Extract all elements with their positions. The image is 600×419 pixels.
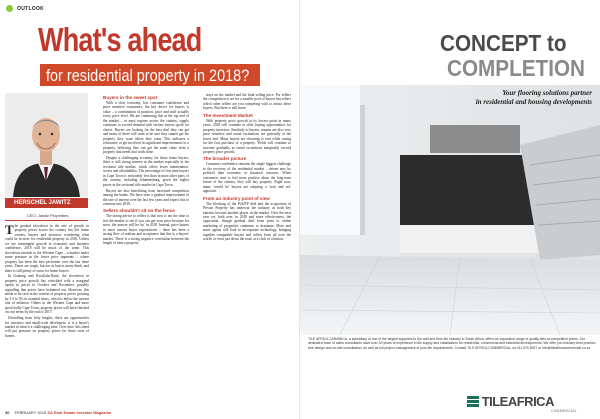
article-column-3 bbox=[203, 93, 291, 404]
advert-page bbox=[300, 0, 600, 419]
section-dot-icon bbox=[6, 5, 13, 12]
logo-wordmark: TILEAFRICA bbox=[481, 394, 554, 409]
ad-title-sub: COMPLETION bbox=[447, 55, 586, 81]
logo-grid-icon bbox=[467, 396, 479, 408]
section-tag bbox=[6, 5, 44, 12]
author-name: HERSCHEL JAWITZ bbox=[14, 200, 71, 206]
dropcap: T bbox=[5, 224, 14, 237]
author-portrait bbox=[5, 93, 88, 197]
article-paragraph: With property price growth at its lowest point in many years, 2018 will continue to offer buying opportunities for property investors. Similarly to buyers, tenants are also very price sensitive and rental escalations are generally at the lower end. Many buyers are choosing to rent while saving for the first purchase of a property. Yields will continue to increase gradually as rental escalations marginally exceed property price growth. bbox=[203, 118, 291, 154]
ad-tagline bbox=[476, 89, 592, 107]
article-paragraph: The strong advice to sellers is that now is not the time to test the market to see if you can get your price because for most, the answer will be 'no' in 2018. Instead, price homes to meet current buyer expectations – there has been a strong flow of realism and acceptance that this is a buyers' market. There is a strong negative correlation between the length of time a property bbox=[103, 214, 189, 246]
article-paragraph: The blocking of the P24/P.P deal and the acquisition of Private Property has undercut the industry as both key entrants become another player in the market. Over the next year we, both over, in 2018 and more effectiveness, the opposition, though gradual shift from print to online marketing of properties continues to dominate. More and more agents will look to incorporate technology, bringing together compatible buyers and sellers from all over the world, or even just down the road, at a click of a button. bbox=[203, 201, 291, 242]
logo-subtext: COMMERCIAL bbox=[551, 409, 577, 413]
article-headline: What's ahead bbox=[38, 21, 202, 58]
issue-date: FEBRUARY 2018 bbox=[14, 410, 47, 415]
ad-tagline-line-2: in residential and housing developments bbox=[475, 98, 592, 106]
section-heading: The Investment Market bbox=[203, 112, 253, 118]
author-divider bbox=[5, 220, 88, 221]
tileafrica-logo bbox=[467, 394, 554, 409]
section-heading: The broader picture bbox=[203, 156, 247, 162]
article-paragraph: With a slow economy, low consumer confidence and price sensitive consumers, the key driver for buyers is value – a combination of position, price and stuff actually every price level. We are continuing this at the top end of the market – in most regions across the country, supply continues to exceed demand with serious buyers spoilt for choice. Buyers are looking for the best deal they can get and many of these will want to be sure they cannot get the property they want where they want. This indicates a reluctance to get involved in significant improvements to a property, believing they can get the same value from a property that needs that work done. bbox=[103, 101, 189, 154]
article-paragraph: In Gauteng and KwaZulu-Natal, the slowdown in property price growth has coincided with a marginal uptick in prices in October and November, possibly signalling that prices have bottomed out. However, this needs to be seen in the context of property prices growing by 3.5 to 5% in nominal terms, which is below the current rate of inflation. Others in the Western Cape and more specifically Cape Town, property prices will have finished on real terms by the end of 2017. bbox=[5, 274, 89, 315]
article-paragraph: The gradual slowdown in the rate of growth in property prices across the country has left home owners, buyers and investors wondering what could be in store for residential property in 2018. Unless we see meaningful growth in economic and business confidence, 2018 will be much of the same. This slowdown extends to the Western Cape – a market under some pressure in the lower price segments – where property has been the best performer over the last three years. Times are tough, but not as bad as many think, and there is still plenty of room for home buyers. bbox=[5, 224, 89, 273]
article-paragraph: Despite a challenging economy for those home buyers, there is still strong interest in the market especially in the sectional title market, which offers lower maintenance, access and affordability. The percentage of first time buyers in Cape Town is noticeably less than in most other parts of the country, including Johannesburg, given the higher prices in the sectional title market in Cape Town. bbox=[103, 155, 189, 187]
author-role: CEO, Jawitz Properties bbox=[27, 213, 69, 218]
article-paragraph: Dwindling from lofty heights, there are opportunities for investors and small-scale developers; it is a buyer's market in what is a challenging time. Over time, this trend will put pressure on property prices for those sorts of homes. bbox=[5, 316, 89, 338]
ad-tagline-line-1: Your flooring solutions partner bbox=[502, 89, 592, 97]
article-column-1 bbox=[5, 224, 89, 404]
article-paragraph: Buyers are also benefitting from increased competition among the banks. We have seen a gradual improvement in the rate of interest over the last few years and expect this to continue into 2018. bbox=[103, 188, 189, 206]
ad-body-copy: TILE AFRICA CARAMICA, a subsidiary of one of the largest suppliers to the wall and floor tile industry in South Africa, offers an expansive range of quality tiles at competitive prices. Our dedicated team of sales consultants have over 30 years of experience in tile supply and installations for residential, commercial and industrial developments. We offer you industry best practice, free design and on-site consultation, as well as full project management of your tile requirements. Contact TILE AFRICA COMMERCIAL on 011 976 8927 or info@tileafricacommercial.co.za bbox=[308, 337, 597, 350]
section-heading: Sellers shouldn't sit on the fence bbox=[103, 208, 175, 214]
page-footer bbox=[5, 410, 111, 415]
article-paragraph: Consumer confidence remains the single biggest challenge to the recovery of the residential market – driven now by political than economic or financial concerns. When consumers start to feel more positive about the long-term future of the country, they will buy property. Right now, many 'would be' buyers are adopting a 'wait and see' approach. bbox=[203, 162, 291, 194]
section-heading: From an industry point of view bbox=[203, 195, 270, 201]
section-tag-label: OUTLOOK bbox=[17, 5, 45, 12]
page-number: 30 bbox=[5, 410, 10, 415]
author-portrait-image bbox=[5, 93, 88, 197]
article-paragraph: stays on the market and the final selling price. For sellers the competition is set for a smaller pool of buyers but sellers which other sellers are you competing with to attract these buyers. But there is still more. bbox=[203, 93, 291, 111]
publication-name: SA Real Estate Investor Magazine bbox=[47, 410, 112, 415]
ad-title: CONCEPT to bbox=[440, 30, 567, 56]
section-heading: Buyers in the sweet spot bbox=[103, 95, 158, 100]
article-subhead: for residential property in 2018? bbox=[46, 66, 250, 85]
article-column-2 bbox=[103, 93, 189, 404]
